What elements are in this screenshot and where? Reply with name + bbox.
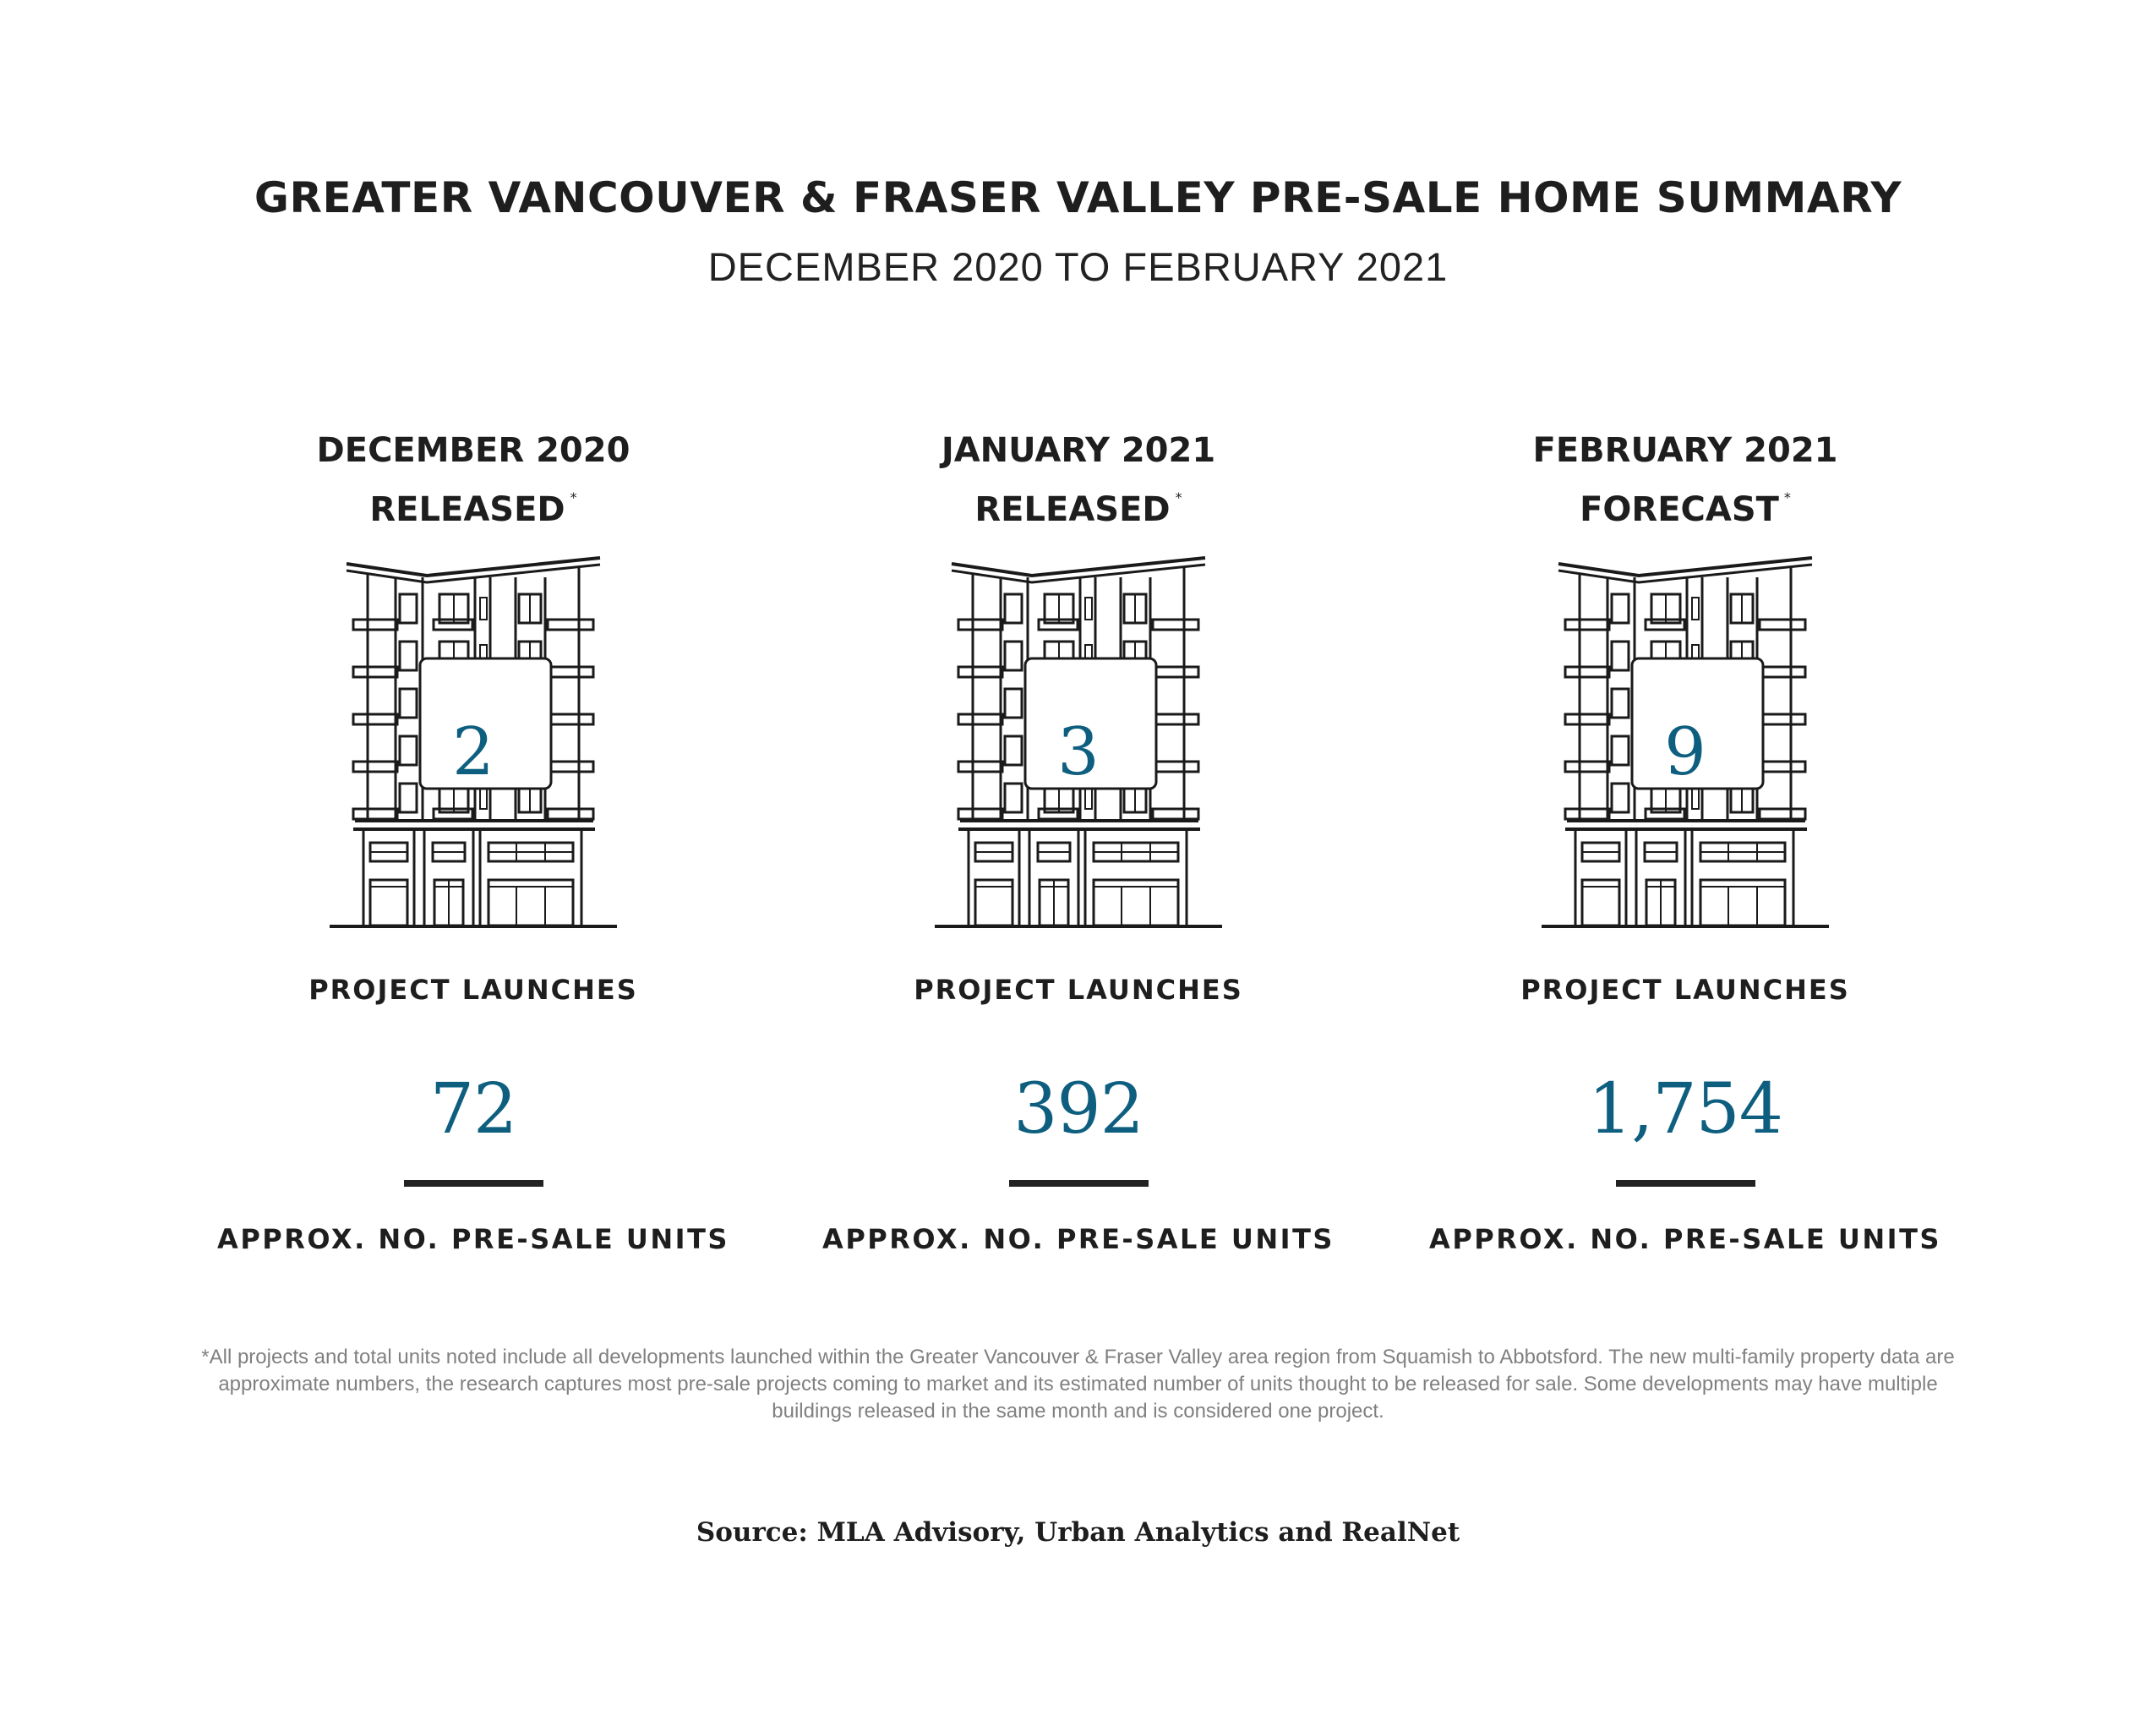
project-launches-value: 2	[452, 714, 494, 790]
units-value: 392	[1013, 1069, 1143, 1150]
summary-column-february	[1381, 427, 1990, 1289]
units-divider	[404, 1180, 543, 1187]
units-value: 72	[429, 1069, 517, 1150]
project-launches-label: PROJECT LAUNCHES	[308, 974, 638, 1006]
column-heading	[1381, 427, 1990, 533]
column-status: FORECAST	[1580, 490, 1779, 529]
page-subtitle: DECEMBER 2020 TO FEBRUARY 2021	[707, 244, 1449, 289]
project-launches-label: PROJECT LAUNCHES	[914, 974, 1243, 1006]
units-label: APPROX. NO. PRE-SALE UNITS	[217, 1223, 729, 1255]
project-launches-value: 9	[1664, 714, 1706, 790]
column-month: FEBRUARY 2021	[1532, 431, 1838, 470]
column-month: JANUARY 2021	[941, 431, 1216, 470]
column-heading	[774, 427, 1383, 533]
units-label: APPROX. NO. PRE-SALE UNITS	[822, 1223, 1335, 1255]
summary-column-january	[774, 427, 1383, 1289]
column-heading	[169, 427, 778, 533]
column-asterisk: *	[1783, 489, 1791, 505]
footnote: *All projects and total units noted include all developments launched within the Greater Vancouver & Fraser Valley area region from Squamish to Abbotsford. The new multi-family property data are approximate numbers, the research captures most pre-sale projects coming to market and its estimated number of units thought to be released for sale. Some developments may have multiple buildings released in the same month and is considered one project.	[201, 1346, 1955, 1423]
column-asterisk: *	[1175, 489, 1182, 505]
project-launches-value: 3	[1057, 714, 1100, 790]
units-divider	[1616, 1180, 1755, 1187]
units-divider	[1009, 1180, 1149, 1187]
column-month: DECEMBER 2020	[316, 431, 630, 470]
source-credit: Source: MLA Advisory, Urban Analytics and RealNet	[696, 1517, 1460, 1548]
units-label: APPROX. NO. PRE-SALE UNITS	[1429, 1223, 1941, 1255]
units-value: 1,754	[1588, 1069, 1782, 1150]
column-asterisk: *	[570, 489, 577, 505]
column-status: RELEASED	[974, 490, 1171, 529]
summary-column-december	[169, 427, 778, 1289]
project-launches-label: PROJECT LAUNCHES	[1520, 974, 1850, 1006]
column-status: RELEASED	[369, 490, 565, 529]
page-title: GREATER VANCOUVER & FRASER VALLEY PRE-SALE HOME SUMMARY	[254, 173, 1902, 222]
